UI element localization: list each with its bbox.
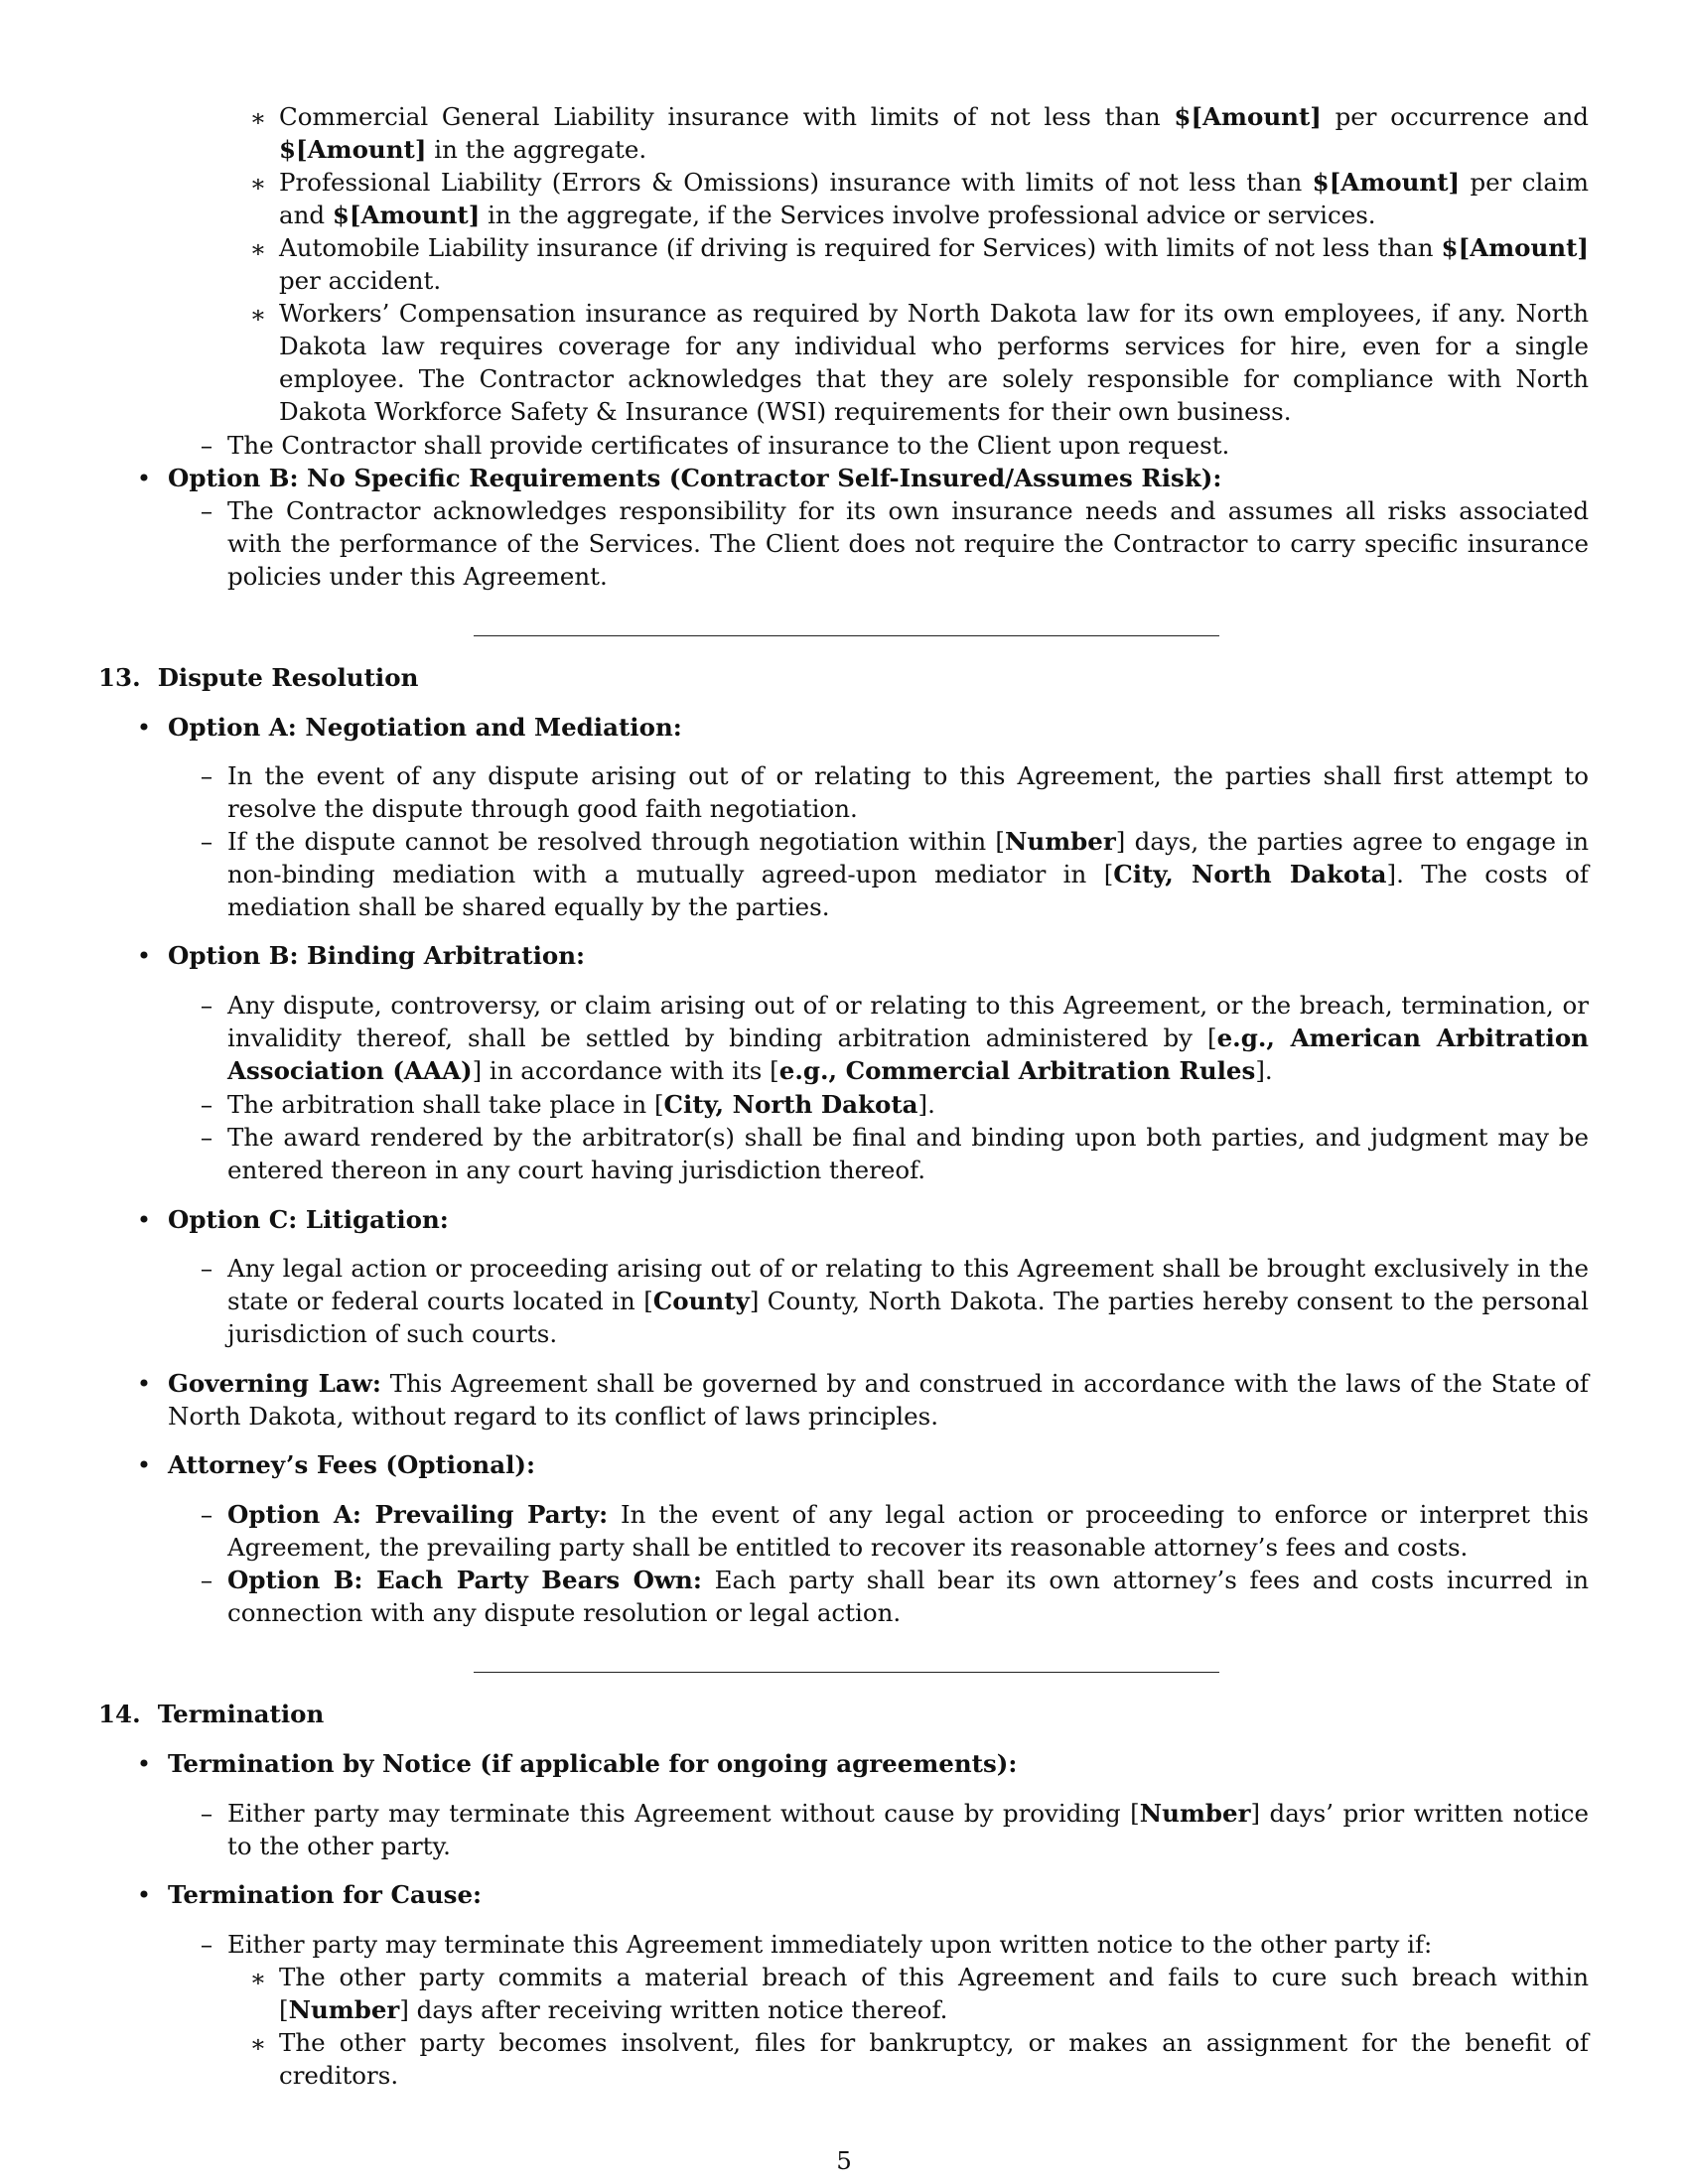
dispute-option-b-title: Option B: Binding Arbitration: xyxy=(168,941,586,970)
list-marker: – xyxy=(200,991,213,1020)
section-divider xyxy=(474,1672,1219,1673)
dispute-option-a-title: Option A: Negotiation and Mediation: xyxy=(168,713,682,742)
list-marker: – xyxy=(200,1500,213,1529)
list-marker: – xyxy=(200,496,213,525)
dispute-option-b-item-2: The arbitration shall take place in [City, North Dakota]. xyxy=(227,1090,935,1119)
list-marker: – xyxy=(200,1566,213,1594)
dispute-option-c-item-1: Any legal action or proceeding arising out of or relating to this Agreement shall be brought exclusively in the state or federal courts located in [County] County, North Dakota. The parties hereby consent to the personal jurisdiction of such courts. xyxy=(227,1254,1589,1348)
dispute-option-a-item-1: In the event of any dispute arising out of or relating to this Agreement, the parties shall first attempt to resolve the dispute through good faith negotiation. xyxy=(227,761,1589,823)
list-marker: – xyxy=(200,1123,213,1152)
list-marker: ∗ xyxy=(249,169,267,198)
automobile-liability-item: Automobile Liability insurance (if driving is required for Services) with limits of not less than $[Amount] per accident. xyxy=(279,233,1589,295)
termination-cause-title: Termination for Cause: xyxy=(168,1880,483,1909)
dispute-option-b-item-1: Any dispute, controversy, or claim arising out of or relating to this Agreement, or the breach, termination, or invalidity thereof, shall be settled by binding arbitration administered by [e.g., American Arbitration Association (AAA)] in accordance with its [e.g., Commercial Arbitration Rules]. xyxy=(227,991,1589,1085)
list-marker: • xyxy=(136,464,152,492)
list-marker: ∗ xyxy=(249,1964,267,1992)
dispute-option-b-item-3: The award rendered by the arbitrator(s) shall be final and binding upon both parties, and judgment may be entered thereon in any court having jurisdiction thereof. xyxy=(227,1123,1589,1184)
section-14-heading: 14. Termination xyxy=(98,1700,325,1728)
list-marker: – xyxy=(200,1799,213,1828)
governing-law-item: Governing Law: This Agreement shall be governed by and construed in accordance with the laws of the State of North Dakota, without regard to its conflict of laws principles. xyxy=(168,1369,1590,1431)
list-marker: – xyxy=(200,761,213,790)
section-13-heading: 13. Dispute Resolution xyxy=(98,663,419,692)
list-marker: • xyxy=(136,713,152,742)
fees-option-a-item: Option A: Prevailing Party: In the event of any legal action or proceeding to enforce or interpret this Agreement, the prevailing party shall be entitled to recover its reasonable attorney’s fees and costs. xyxy=(227,1500,1589,1562)
insurance-option-b-title: Option B: No Specific Requirements (Contractor Self-Insured/Assumes Risk): xyxy=(168,464,1222,492)
termination-cause-breach: The other party commits a material breach of this Agreement and fails to cure such breach within [Number] days after receiving written notice thereof. xyxy=(279,1963,1589,2024)
list-marker: ∗ xyxy=(249,234,267,263)
dispute-option-c-title: Option C: Litigation: xyxy=(168,1205,449,1234)
list-marker: ∗ xyxy=(249,103,267,132)
list-marker: – xyxy=(200,1090,213,1119)
workers-compensation-item: Workers’ Compensation insurance as required by North Dakota law for its own employees, if any. North Dakota law requires coverage for any individual who performs services for hire, even for a single employee. The Contractor acknowledges that they are solely responsible for compliance with North Dakota Workforce Safety & Insurance (WSI) requirements for their own business. xyxy=(279,299,1589,426)
list-marker: – xyxy=(200,431,213,460)
list-marker: ∗ xyxy=(249,2029,267,2058)
dispute-option-a-item-2: If the dispute cannot be resolved through negotiation within [Number] days, the parties agree to engage in non-binding mediation with a mutually agreed-upon mediator in [City, North Dakota]. The costs of mediation shall be shared equally by the parties. xyxy=(227,827,1590,921)
fees-option-b-item: Option B: Each Party Bears Own: Each party shall bear its own attorney’s fees and costs incurred in connection with any dispute resolution or legal action. xyxy=(227,1566,1589,1627)
list-marker: • xyxy=(136,1880,152,1909)
certificates-item: The Contractor shall provide certificates of insurance to the Client upon request. xyxy=(227,431,1230,460)
termination-notice-title: Termination by Notice (if applicable for ongoing agreements): xyxy=(168,1749,1018,1778)
termination-notice-item: Either party may terminate this Agreement without cause by providing [Number] days’ prior written notice to the other party. xyxy=(227,1799,1589,1860)
attorneys-fees-title: Attorney’s Fees (Optional): xyxy=(168,1450,536,1479)
termination-cause-item: Either party may terminate this Agreement immediately upon written notice to the other party if: xyxy=(227,1930,1433,1959)
termination-cause-insolvency: The other party becomes insolvent, files for bankruptcy, or makes an assignment for the benefit of creditors. xyxy=(279,2028,1589,2090)
section-divider xyxy=(474,635,1219,636)
list-marker: • xyxy=(136,1205,152,1234)
list-marker: • xyxy=(136,1450,152,1479)
list-marker: • xyxy=(136,1369,152,1398)
page-number: 5 xyxy=(836,2146,852,2175)
list-marker: – xyxy=(200,827,213,856)
list-marker: – xyxy=(200,1930,213,1959)
insurance-option-b-text: The Contractor acknowledges responsibility for its own insurance needs and assumes all risks associated with the performance of the Services. The Client does not require the Contractor to carry specific insurance policies under this Agreement. xyxy=(227,496,1589,591)
list-marker: ∗ xyxy=(249,300,267,329)
professional-liability-item: Professional Liability (Errors & Omissions) insurance with limits of not less than $[Amount] per claim and $[Amount] in the aggregate, if the Services involve professional advice or services. xyxy=(279,168,1590,229)
cgl-insurance-item: Commercial General Liability insurance with limits of not less than $[Amount] per occurrence and $[Amount] in the aggregate. xyxy=(279,102,1589,164)
list-marker: • xyxy=(136,1749,152,1778)
list-marker: – xyxy=(200,1254,213,1283)
list-marker: • xyxy=(136,941,152,970)
